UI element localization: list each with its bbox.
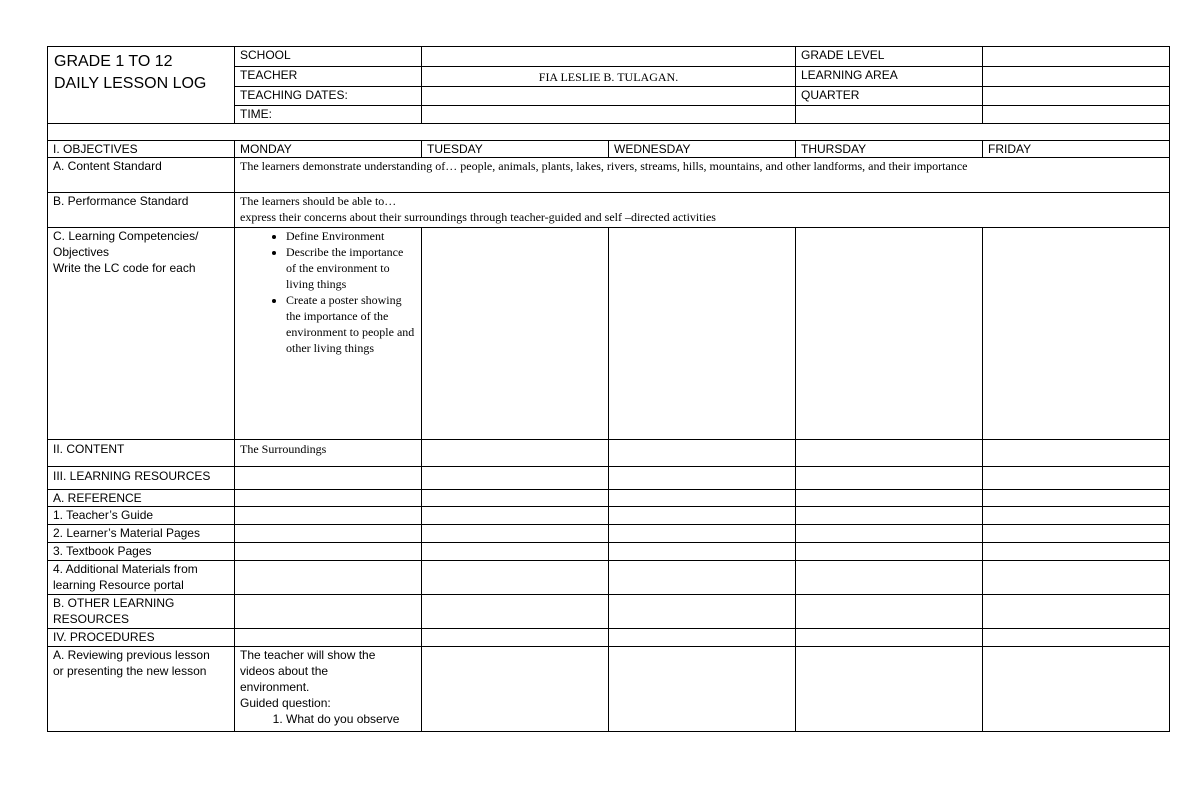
resources-monday [235, 467, 422, 490]
procedures-thursday [796, 629, 983, 647]
grade-level-label: GRADE LEVEL [796, 47, 983, 67]
learning-area-label: LEARNING AREA [796, 67, 983, 87]
teachers-guide-tuesday [422, 507, 609, 525]
competencies-label-line2: Objectives [53, 245, 110, 259]
day-wednesday: WEDNESDAY [609, 141, 796, 158]
day-tuesday: TUESDAY [422, 141, 609, 158]
time-extra-cell-2 [983, 106, 1170, 124]
learning-resources-label: III. LEARNING RESOURCES [48, 467, 235, 490]
reference-label: A. REFERENCE [48, 490, 235, 507]
review-tuesday [422, 647, 609, 732]
additional-wednesday [609, 561, 796, 595]
quarter-value [983, 87, 1170, 106]
guided-questions-list [240, 711, 416, 727]
content-thursday [796, 440, 983, 467]
spacer-row [48, 124, 1170, 141]
school-value [422, 47, 796, 67]
daily-lesson-log-page [47, 46, 1169, 732]
additional-monday [235, 561, 422, 595]
competencies-friday [983, 228, 1170, 440]
content-label: II. CONTENT [48, 440, 235, 467]
school-label: SCHOOL [235, 47, 422, 67]
time-label: TIME: [235, 106, 422, 124]
procedures-monday [235, 629, 422, 647]
competencies-tuesday [422, 228, 609, 440]
teachers-guide-wednesday [609, 507, 796, 525]
reference-friday [983, 490, 1170, 507]
day-friday: FRIDAY [983, 141, 1170, 158]
review-monday-line2: videos about the [240, 664, 329, 678]
objectives-label: I. OBJECTIVES [48, 141, 235, 158]
additional-materials-line2: learning Resource portal [53, 578, 184, 592]
review-thursday [796, 647, 983, 732]
learners-material-friday [983, 525, 1170, 543]
content-standard-text: The learners demonstrate understanding of… people, animals, plants, lakes, rivers, streams, hills, mountains, and other landforms, and their importance [235, 158, 1170, 193]
content-friday [983, 440, 1170, 467]
reference-monday [235, 490, 422, 507]
performance-standard-line2: express their concerns about their surroundings through teacher-guided and self –directed activities [240, 210, 716, 224]
other-resources-line2: RESOURCES [53, 612, 130, 626]
other-monday [235, 595, 422, 629]
textbook-wednesday [609, 543, 796, 561]
content-wednesday [609, 440, 796, 467]
learners-material-wednesday [609, 525, 796, 543]
review-friday [983, 647, 1170, 732]
guided-question-item: 1. What do you observe [286, 711, 416, 727]
review-monday-line1: The teacher will show the [240, 648, 376, 662]
learners-material-monday [235, 525, 422, 543]
performance-standard-text [235, 193, 1170, 228]
teachers-guide-monday [235, 507, 422, 525]
competency-item: • Create a poster showing the importance of the environment to people and other living things [286, 292, 416, 356]
reference-tuesday [422, 490, 609, 507]
learners-material-thursday [796, 525, 983, 543]
review-monday-line3: environment. [240, 680, 310, 694]
textbook-monday [235, 543, 422, 561]
other-thursday [796, 595, 983, 629]
grade-level-value [983, 47, 1170, 67]
other-wednesday [609, 595, 796, 629]
textbook-thursday [796, 543, 983, 561]
learners-material-tuesday [422, 525, 609, 543]
textbook-pages-label: 3. Textbook Pages [48, 543, 235, 561]
teaching-dates-label: TEACHING DATES: [235, 87, 422, 106]
review-monday [235, 647, 422, 732]
day-thursday: THURSDAY [796, 141, 983, 158]
time-value [422, 106, 796, 124]
log-title [48, 47, 235, 124]
competencies-label-line3: Write the LC code for each [53, 261, 196, 275]
review-wednesday [609, 647, 796, 732]
procedures-friday [983, 629, 1170, 647]
log-title-line1: GRADE 1 TO 12 [54, 53, 173, 70]
procedures-tuesday [422, 629, 609, 647]
log-title-line2: DAILY LESSON LOG [54, 75, 207, 92]
competency-item: • Describe the importance of the environment to living things [286, 244, 416, 292]
additional-friday [983, 561, 1170, 595]
competencies-wednesday [609, 228, 796, 440]
teachers-guide-label: 1. Teacher’s Guide [48, 507, 235, 525]
additional-materials-label [48, 561, 235, 595]
competencies-list [240, 228, 416, 356]
learners-material-label: 2. Learner’s Material Pages [48, 525, 235, 543]
resources-tuesday [422, 467, 609, 490]
performance-standard-line1: The learners should be able to… [240, 194, 397, 208]
performance-standard-label: B. Performance Standard [48, 193, 235, 228]
competencies-monday [235, 228, 422, 440]
procedures-wednesday [609, 629, 796, 647]
review-lesson-line2: or presenting the new lesson [53, 664, 207, 678]
content-standard-label: A. Content Standard [48, 158, 235, 193]
teachers-guide-thursday [796, 507, 983, 525]
reference-thursday [796, 490, 983, 507]
competency-item: • Define Environment [286, 228, 416, 244]
other-friday [983, 595, 1170, 629]
resources-thursday [796, 467, 983, 490]
teacher-label: TEACHER [235, 67, 422, 87]
teacher-value: FIA LESLIE B. TULAGAN. [422, 67, 796, 87]
additional-tuesday [422, 561, 609, 595]
other-resources-line1: B. OTHER LEARNING [53, 596, 175, 610]
learning-area-value [983, 67, 1170, 87]
content-monday: The Surroundings [235, 440, 422, 467]
procedures-label: IV. PROCEDURES [48, 629, 235, 647]
competencies-thursday [796, 228, 983, 440]
additional-materials-line1: 4. Additional Materials from [53, 562, 198, 576]
lesson-log-table [47, 46, 1170, 732]
teachers-guide-friday [983, 507, 1170, 525]
time-extra-cell [796, 106, 983, 124]
review-lesson-label [48, 647, 235, 732]
review-lesson-line1: A. Reviewing previous lesson [53, 648, 210, 662]
competencies-label [48, 228, 235, 440]
other-resources-label [48, 595, 235, 629]
other-tuesday [422, 595, 609, 629]
resources-friday [983, 467, 1170, 490]
competencies-label-line1: C. Learning Competencies/ [53, 229, 199, 243]
additional-thursday [796, 561, 983, 595]
textbook-tuesday [422, 543, 609, 561]
textbook-friday [983, 543, 1170, 561]
day-monday: MONDAY [235, 141, 422, 158]
resources-wednesday [609, 467, 796, 490]
teaching-dates-value [422, 87, 796, 106]
content-tuesday [422, 440, 609, 467]
quarter-label: QUARTER [796, 87, 983, 106]
reference-wednesday [609, 490, 796, 507]
review-monday-line4: Guided question: [240, 696, 331, 710]
